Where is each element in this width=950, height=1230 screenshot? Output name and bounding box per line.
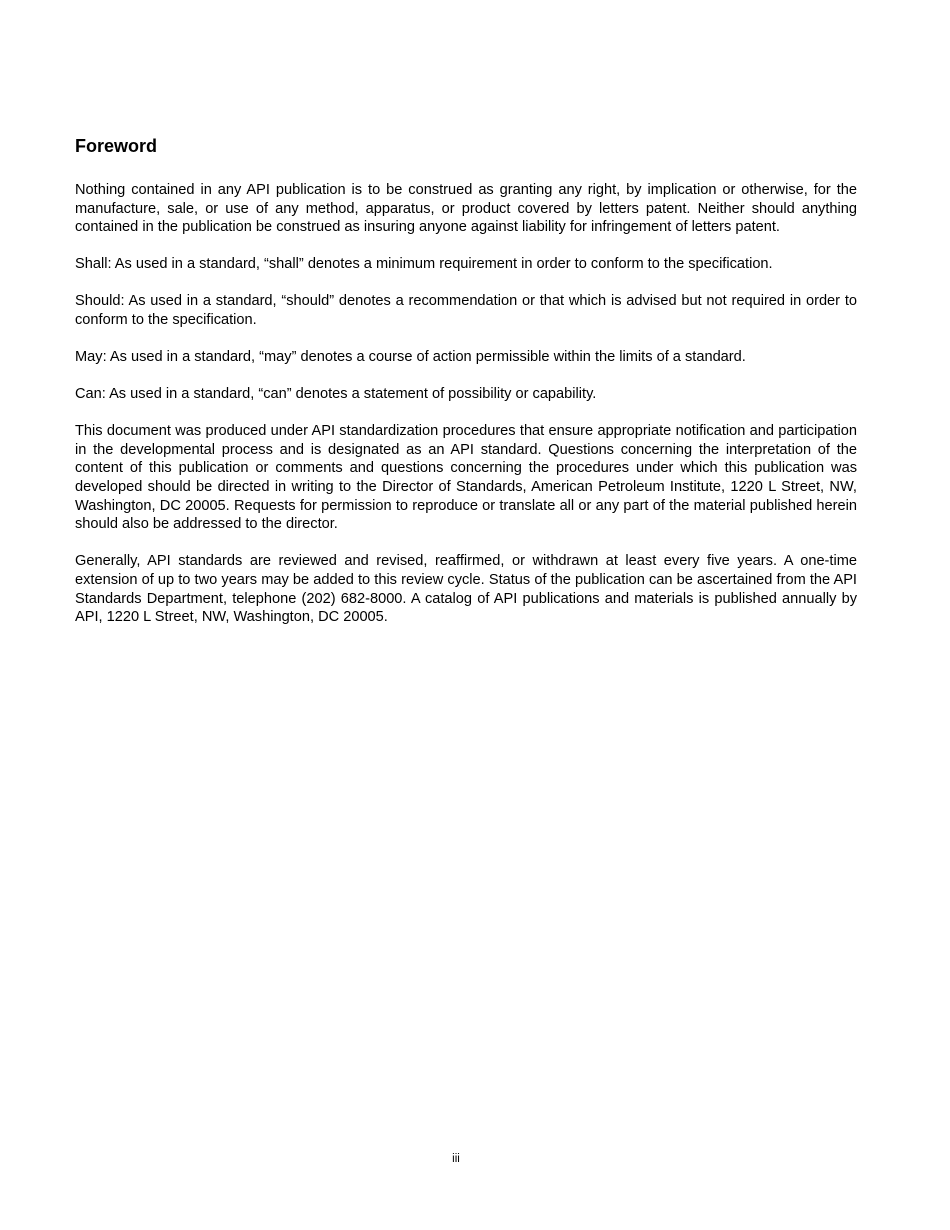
paragraph-should-definition: Should: As used in a standard, “should” denotes a recommendation or that which is advised but not required in order to conform to the specification.	[75, 293, 857, 328]
page-number: iii	[452, 1153, 460, 1165]
paragraph-patent-disclaimer: Nothing contained in any API publication is to be construed as granting any right, by implication or otherwise, for the manufacture, sale, or use of any method, apparatus, or product covered by letters patent. Neither should anything contained in the publication be construed as insuring anyone against liability for infringement of letters patent.	[75, 182, 857, 236]
paragraph-can-definition: Can: As used in a standard, “can” denotes a statement of possibility or capability.	[75, 386, 597, 403]
paragraph-standardization-procedures: This document was produced under API standardization procedures that ensure appropriate notification and participation in the developmental process and is designated as an API standard. Questions concerning the interpretation of the content of this publication or comments and questions concerning the procedures under which this publication was developed should be directed in writing to the Director of Standards, American Petroleum Institute, 1220 L Street, NW, Washington, DC 20005. Requests for permission to reproduce or translate all or any part of the material published herein should also be addressed to the director.	[75, 423, 857, 533]
paragraph-shall-definition: Shall: As used in a standard, “shall” denotes a minimum requirement in order to conform to the specification.	[75, 256, 773, 273]
page-title: Foreword	[75, 136, 158, 156]
paragraph-review-cycle: Generally, API standards are reviewed and revised, reaffirmed, or withdrawn at least every five years. A one-time extension of up to two years may be added to this review cycle. Status of the publication can be ascertained from the API Standards Department, telephone (202) 682-8000. A catalog of API publications and materials is published annually by API, 1220 L Street, NW, Washington, DC 20005.	[75, 553, 857, 626]
document-page	[75, 136, 857, 645]
paragraph-may-definition: May: As used in a standard, “may” denotes a course of action permissible within the limits of a standard.	[75, 349, 746, 366]
